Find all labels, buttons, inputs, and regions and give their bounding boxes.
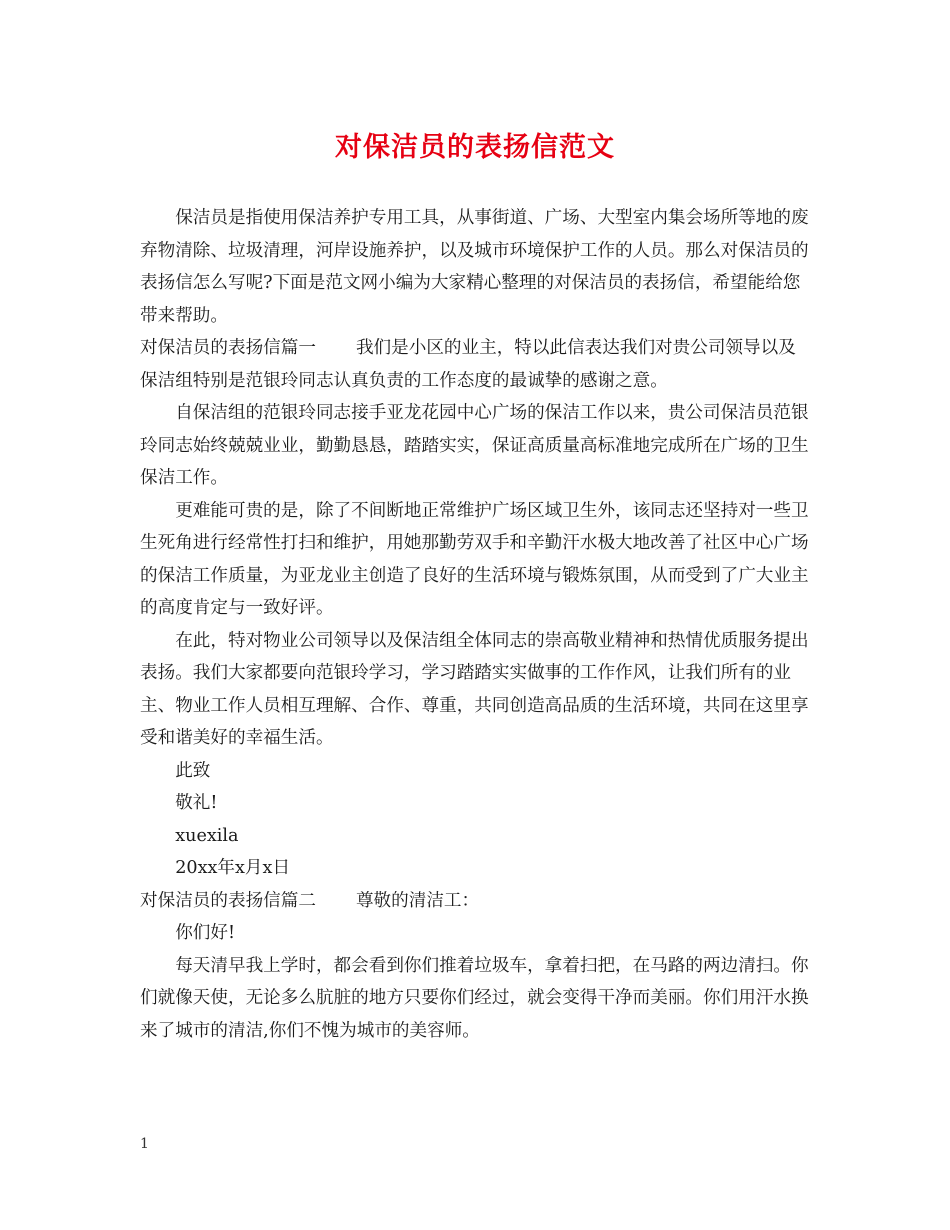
letter1-signature: xuexila xyxy=(175,825,239,846)
letter1-paragraph-3: 在此，特对物业公司领导以及保洁组全体同志的崇高敬业精神和热情优质服务提出表扬。我们大家都要向范银玲学习，学习踏踏实实做事的工作作风，让我们所有的业主、物业工作人员相互理解、合作、尊重，共同创造高品质的生活环境，共同在这里享受和谐美好的幸福生活。 xyxy=(140,630,809,748)
letter1-date: 20xx年x月x日 xyxy=(175,858,291,878)
intro-paragraph: 保洁员是指使用保洁养护专用工具，从事街道、广场、大型室内集会场所等地的废弃物清除、垃圾清理，河岸设施养护，以及城市环境保护工作的人员。那么对保洁员的表扬信怎么写呢?下面是范文网小编为大家精心整理的对保洁员的表扬信，希望能给您带来帮助。 xyxy=(140,208,809,326)
letter1-paragraph-2: 更难能可贵的是，除了不间断地正常维护广场区域卫生外，该同志还坚持对一些卫生死角进行经常性打扫和维护，用她那勤劳双手和辛勤汗水极大地改善了社区中心广场的保洁工作质量，为亚龙业主创造了良好的生活环境与锻炼氛围，从而受到了广大业主的高度肯定与一致好评。 xyxy=(140,500,809,618)
letter2-heading: 对保洁员的表扬信篇二 xyxy=(140,890,316,911)
letter1-heading: 对保洁员的表扬信篇一 xyxy=(140,338,316,358)
letter1-paragraph-1: 自保洁组的范银玲同志接手亚龙花园中心广场的保洁工作以来，贵公司保洁员范银玲同志始终兢兢业业，勤勤恳恳，踏踏实实，保证高质量高标准地完成所在广场的卫生保洁工作。 xyxy=(140,403,809,488)
page-number: 1 xyxy=(140,1136,149,1152)
letter1-closing-2: 敬礼! xyxy=(175,793,218,813)
document-title: 对保洁员的表扬信范文 xyxy=(335,132,615,163)
document-body xyxy=(140,202,812,1047)
letter2-salutation: 尊敬的清洁工： xyxy=(355,890,480,911)
letter1-closing-1: 此致 xyxy=(175,760,211,781)
letter1-opening: 我们是小区的业主，特以此信表达我们对贵公司领导以及保洁组特别是范银玲同志认真负责的工作态度的最诚挚的感谢之意。 xyxy=(140,338,796,391)
letter2-paragraph: 每天清早我上学时，都会看到你们推着垃圾车，拿着扫把，在马路的两边清扫。你们就像天使，无论多么肮脏的地方只要你们经过，就会变得干净而美丽。你们用汗水换来了城市的清洁,你们不愧为城市的美容师。 xyxy=(140,955,809,1041)
letter2-greeting: 你们好! xyxy=(175,923,236,943)
letter2-first-line xyxy=(140,885,812,918)
letter1-first-line xyxy=(140,332,812,397)
